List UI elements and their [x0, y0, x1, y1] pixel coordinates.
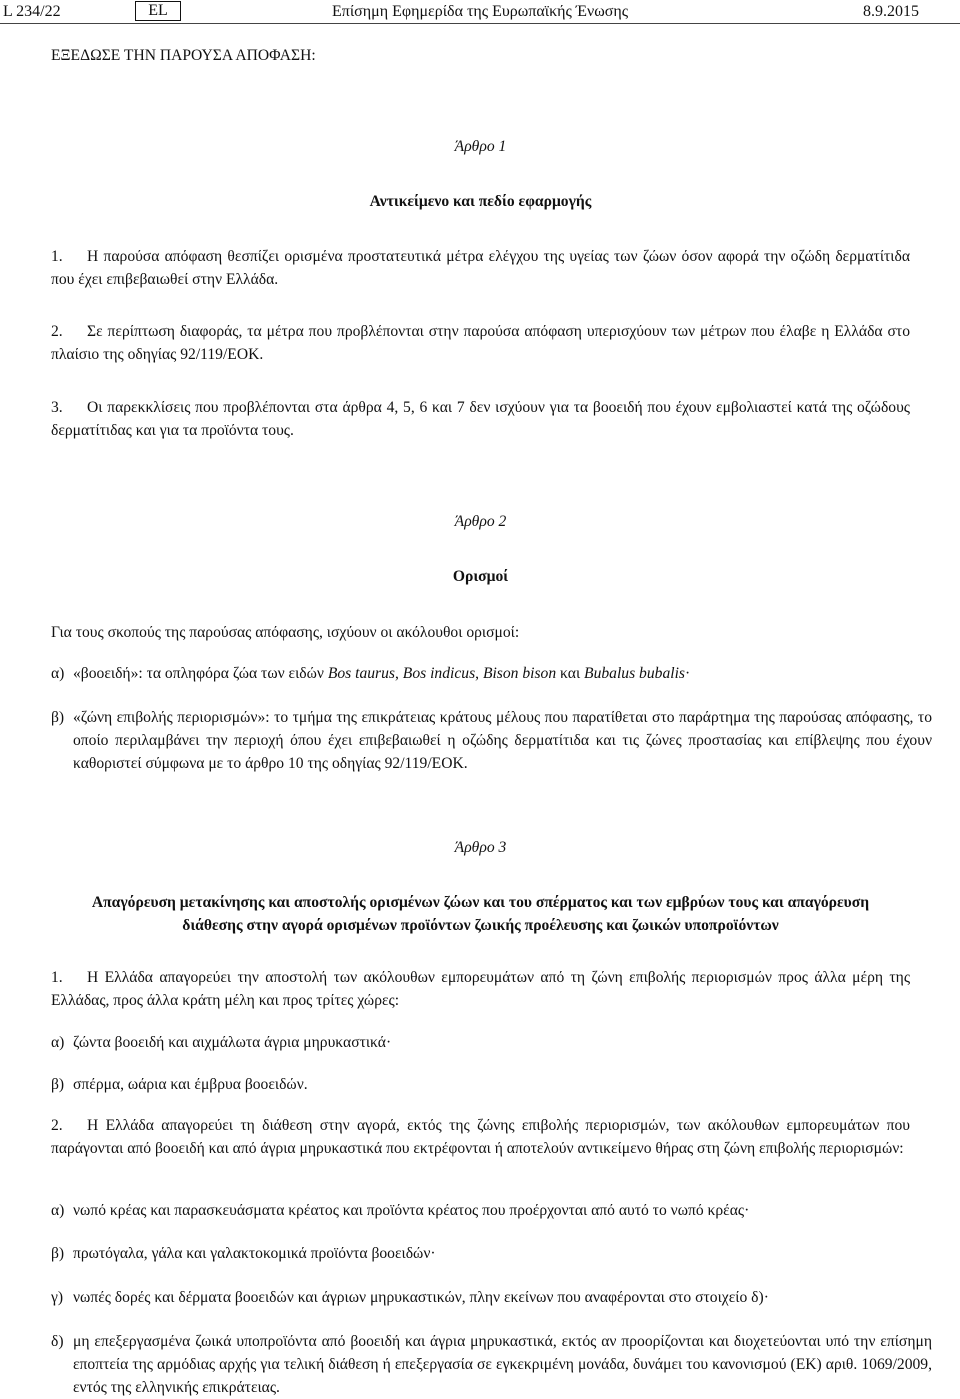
item-text: ζώντα βοοειδή και αιχμάλωτα άγρια μηρυκαστικά·	[73, 1034, 392, 1051]
item-text: πρωτόγαλα, γάλα και γαλακτοκομικά προϊόντα βοοειδών·	[73, 1245, 436, 1262]
publication-date: 8.9.2015	[863, 3, 919, 20]
item-label: β)	[51, 1076, 65, 1093]
article-3-label: Άρθρο 3	[454, 839, 507, 856]
article-1-title: Αντικείμενο και πεδίο εφαρμογής	[369, 193, 592, 210]
item-label: δ)	[51, 1333, 64, 1350]
definition-text: «ζώνη επιβολής περιορισμών»: το τμήμα της επικράτειας κράτους μέλους που παρατίθεται στο παράρτημα της παρούσας απόφασης, το οποίο περιλαμβάνει την περιοχή όπου έχει επιβεβαιωθεί η οζώδης δερματίτιδα και τις ζώνες προστασίας και επίβλεψης που έχουν καθοριστεί σύμφωνα με το άρθρο 10 της οδηγίας 92/119/ΕΟΚ.	[73, 709, 932, 772]
item-label: β)	[51, 709, 65, 726]
paragraph-number: 1.	[51, 248, 63, 265]
item-label: β)	[51, 1245, 65, 1262]
language-box: EL	[135, 1, 181, 21]
article-1-paragraph-3	[51, 396, 910, 442]
species-name: Bison bison	[482, 665, 557, 682]
journal-title: Επίσημη Εφημερίδα της Ευρωπαϊκής Ένωσης	[332, 3, 629, 20]
article-2-title: Ορισμοί	[452, 568, 509, 585]
paragraph-number: 3.	[51, 399, 63, 416]
decision-intro: ΕΞΕΔΩΣΕ ΤΗΝ ΠΑΡΟΥΣΑ ΑΠΟΦΑΣΗ:	[51, 47, 316, 64]
species-name: Bos taurus	[327, 665, 395, 682]
separator: ,	[395, 665, 403, 682]
article-3-title	[51, 891, 910, 937]
paragraph-number: 1.	[51, 969, 63, 986]
paragraph-text: Η παρούσα απόφαση θεσπίζει ορισμένα προστατευτικά μέτρα ελέγχου της υγείας των ζώων όσον αφορά την οζώδη δερματίτιδα που έχει επιβεβαιωθεί στην Ελλάδα.	[51, 248, 910, 288]
species-name: Bos indicus	[402, 665, 476, 682]
item-label: γ)	[51, 1289, 64, 1306]
definition-a	[51, 662, 910, 685]
list-item	[51, 1286, 910, 1309]
item-text: μη επεξεργασμένα ζωικά υποπροϊόντα από βοοειδή και άγρια μηρυκαστικά, εκτός αν προορίζονται και διοχετεύονται υπό την επίσημη εποπτεία της αρμόδιας αρχής για τελική διάθεση ή επεξεργασία σε εγκεκριμένη μονάδα, δυνάμει του κανονισμού (ΕΚ) αριθ. 1069/2009, εντός της ελληνικής επικράτειας.	[73, 1333, 932, 1396]
list-item	[51, 1330, 932, 1399]
item-text: σπέρμα, ωάρια και έμβρυα βοοειδών.	[73, 1076, 308, 1093]
definition-text: «βοοειδή»: τα οπληφόρα ζώα των ειδών	[73, 665, 328, 682]
header-rule	[0, 23, 960, 24]
article-1-paragraph-1	[51, 245, 910, 291]
paragraph-text: Οι παρεκκλίσεις που προβλέπονται στα άρθρα 4, 5, 6 και 7 δεν ισχύουν για τα βοοειδή που έχουν εμβολιαστεί κατά της οζώδους δερματίτιδας και για τα προϊόντα τους.	[51, 399, 910, 439]
separator: ·	[684, 665, 691, 682]
separator: ,	[475, 665, 483, 682]
page-header	[0, 0, 960, 24]
list-item	[51, 1073, 910, 1096]
item-text: νωπές δορές και δέρματα βοοειδών και άγριων μηρυκαστικών, πλην εκείνων που αναφέρονται στο στοιχείο δ)·	[73, 1289, 769, 1306]
paragraph-text: Η Ελλάδα απαγορεύει τη διάθεση στην αγορά, εκτός της ζώνης επιβολής περιορισμών, των ακόλουθων εμπορευμάτων που παράγονται από βοοειδή και από άγρια μηρυκαστικά που εκτρέφονται ή αποτελούν αντικείμενο θήρας στη ζώνη επιβολής περιορισμών:	[51, 1117, 910, 1157]
list-item	[51, 1242, 910, 1265]
item-text: νωπό κρέας και παρασκευάσματα κρέατος και προϊόντα κρέατος που προέρχονται από αυτό το νωπό κρέας·	[73, 1202, 750, 1219]
paragraph-number: 2.	[51, 1117, 63, 1134]
article-2-label: Άρθρο 2	[454, 513, 507, 530]
paragraph-number: 2.	[51, 323, 63, 340]
item-label: α)	[51, 1202, 65, 1219]
title-line: διάθεσης στην αγορά ορισμένων προϊόντων ζωικής προέλευσης και ζωικών υποπροϊόντων	[182, 917, 779, 934]
article-1-paragraph-2	[51, 320, 910, 366]
species-name: Bubalus bubalis	[584, 665, 685, 682]
item-label: α)	[51, 665, 65, 682]
separator: και	[556, 665, 585, 682]
article-2-intro: Για τους σκοπούς της παρούσας απόφασης, ισχύουν οι ακόλουθοι ορισμοί:	[51, 624, 520, 641]
paragraph-text: Η Ελλάδα απαγορεύει την αποστολή των ακόλουθων εμπορευμάτων από τη ζώνη επιβολής περιορισμών προς άλλα μέρη της Ελλάδας, προς άλλα κράτη μέλη και προς τρίτες χώρες:	[51, 969, 910, 1009]
article-3-paragraph-1	[51, 966, 910, 1012]
article-3-paragraph-2	[51, 1114, 910, 1160]
article-1-label: Άρθρο 1	[454, 138, 507, 155]
list-item	[51, 1031, 910, 1054]
page-reference: L 234/22	[3, 3, 61, 20]
paragraph-text: Σε περίπτωση διαφοράς, τα μέτρα που προβλέπονται στην παρούσα απόφαση υπερισχύουν των μέτρων που έλαβε η Ελλάδα στο πλαίσιο της οδηγίας 92/119/ΕΟΚ.	[51, 323, 910, 363]
list-item	[51, 1199, 910, 1222]
definition-b	[51, 706, 932, 775]
item-label: α)	[51, 1034, 65, 1051]
title-line: Απαγόρευση μετακίνησης και αποστολής ορισμένων ζώων και του σπέρματος και των εμβρύων τους και απαγόρευση	[91, 894, 870, 911]
